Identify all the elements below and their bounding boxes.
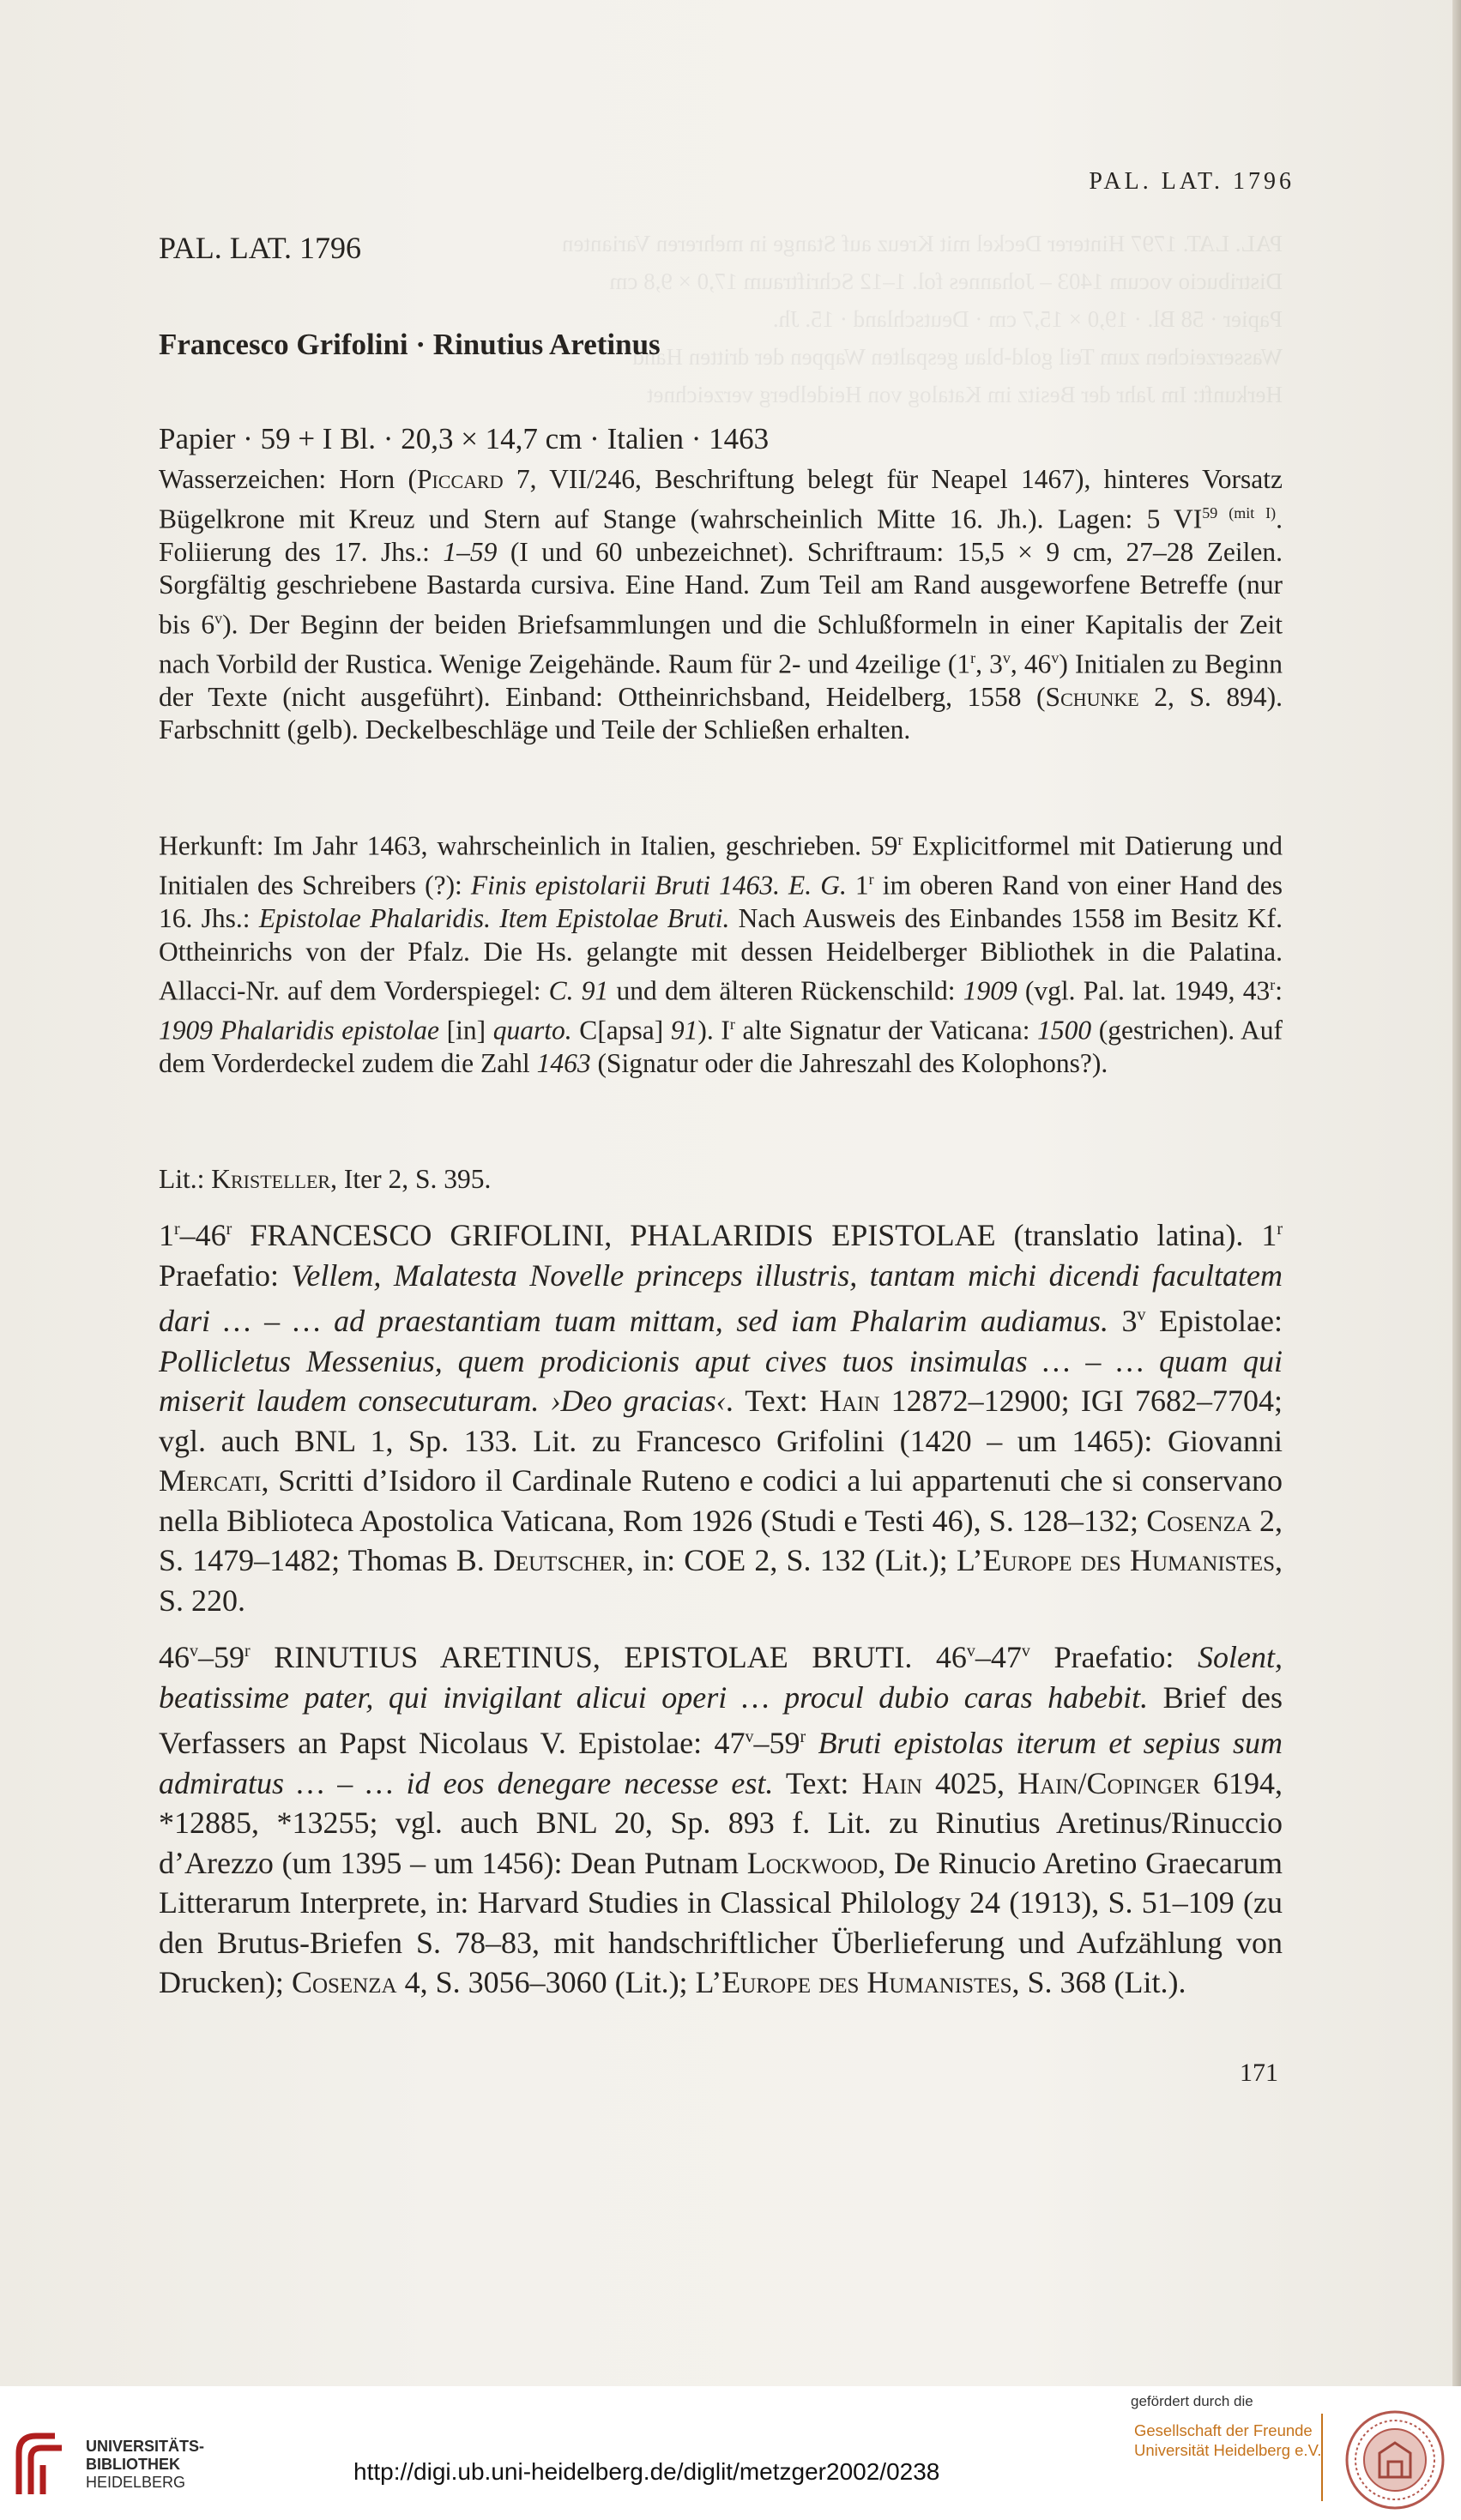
library-name: UNIVERSITÄTS- BIBLIOTHEK HEIDELBERG [86,2438,205,2491]
text-entry-grifolini: 1$^r$–46$^r$ FRANCESCO GRIFOLINI, PHALARIDIS EPISTOLAE (translatio latina). 1$^r$ Praefatio: Vellem, Malatesta Novelle princeps illustris, tantam michi dicendi facultatem dari … – … ad praestantiam tuam mittam, sed iam Phalarim audiamus. 3$^v$ Epistolae: Pollicletus Messenius, quem prodicionis aput cives tuos insimulas … – … quam qui miserit laudem consecuturam. ›Deo gracias‹. Text: Hain 12872–12900; IGI 7682–7704; vgl. auch BNL 1, Sp. 133. Lit. zu Francesco Grifolini (1420 – um 1465): Giovanni Mercati, Scritti d’Isidoro il Cardinale Ruteno e codici a lui appartenuti che si conservano nella Biblioteca Apostolica Vaticana, Rom 1926 (Studi e Testi 46), S. 128–132; Cosenza 2, S. 1479–1482; Thomas B. Deutscher, in: COE 2, S. 132 (Lit.); L’Europe des Humanistes, S. 220. [159,1218,1283,1618]
page-edge [1452,0,1461,2520]
running-head: PAL. LAT. 1796 [1089,168,1295,195]
entry-title: Francesco Grifolini · Rinutius Aretinus [159,328,661,361]
page-number: 171 [1240,2059,1278,2087]
society-name: Gesellschaft der Freunde Universität Heidelberg e.V. [1134,2421,1322,2459]
provenance-paragraph: Herkunft: Im Jahr 1463, wahrscheinlich in Italien, geschrieben. 59$^r$ Explicitformel mit Datierung und Initialen des Schreibers (?): Finis epistolarii Bruti 1463. E. G. 1$^r$ im oberen Rand von einer Hand des 16. Jhs.: Epistolae Phalaridis. Item Epistolae Bruti. Nach Ausweis des Einbandes 1558 im Besitz Kf. Ottheinrichs von der Pfalz. Die Hs. gelangte mit dessen Heidelberger Bibliothek in die Palatina. Allacci-Nr. auf dem Vorderspiegel: C. 91 und dem älteren Rückenschild: 1909 (vgl. Pal. lat. 1949, 43$^r$: 1909 Phalaridis epistolae [in] quarto. C[apsa] 91). $I^r$ alte Signatur der Vaticana: 1500 (gestrichen). Auf dem Vorderdeckel zudem die Zahl 1463 (Signatur oder die Jahreszahl des Kolophons?). [159,830,1283,1078]
footer-bar [0,2386,1461,2520]
library-logo-icon [12,2427,72,2499]
permalink-url[interactable]: http://digi.ub.uni-heidelberg.de/diglit/metzger2002/0238 [353,2458,940,2485]
funded-by-label: gefördert durch die [1131,2393,1253,2409]
text-entry-rinutius: 46$^v$–59$^r$ RINUTIUS ARETINUS, EPISTOLAE BRUTI. 46$^v$–47$^v$ Praefatio: Solent, beatissime pater, qui invigilant alicui operi … procul dubio caras habebit. Brief des Verfassers an Papst Nicolaus V. Epistolae: 47$^v$–59$^r$ Bruti epistolas iterum et sepius sum admiratus … – … id eos denegare necesse est. Text: Hain 4025, Hain/Copinger 6194, *12885, *13255; vgl. auch BNL 20, Sp. 893 f. Lit. zu Rinutius Aretinus/Rinuccio d’Arezzo (um 1395 – um 1456): Dean Putnam Lockwood, De Rinucio Aretino Graecarum Litterarum Interprete, in: Harvard Studies in Classical Philology 24 (1913), S. 51–109 (zu den Brutus-Briefen S. 78–83, mit handschriftlicher Überlieferung und Aufzählung von Drucken); Cosenza 4, S. 3056–3060 (Lit.); L’Europe des Humanistes, S. 368 (Lit.). [159,1640,1283,1999]
physical-description: Papier · 59 + I Bl. · 20,3 × 14,7 cm · Italien · 1463 [159,422,770,455]
watermark-paragraph: Wasserzeichen: Horn (Piccard 7, VII/246, Beschriftung belegt für Neapel 1467), hinteres Vorsatz Bügelkrone mit Kreuz und Stern auf Stange (wahrscheinlich Mitte 16. Jh.). Lagen: 5 $VI^{59 (mit I)}$. Foliierung des 17. Jhs.: 1–59 (I und 60 unbezeichnet). Schriftraum: 15,5 × 9 cm, 27–28 Zeilen. Sorgfältig geschriebene Bastarda cursiva. Eine Hand. Zum Teil am Rand ausgeworfene Betreffe (nur bis 6$^v$). Der Beginn der beiden Briefsammlungen und die Schlußformeln in einer Kapitalis der Zeit nach Vorbild der Rustica. Wenige Zeigehände. Raum für 2- und 4zeilige (1$^r$, 3$^v$, 46$^v$) Initialen zu Beginn der Texte (nicht ausgeführt). Einband: Ottheinrichsband, Heidelberg, 1558 (Schunke 2, S. 894). Farbschnitt (gelb). Deckelbeschläge und Teile der Schließen erhalten. [159,464,1283,745]
shelfmark: PAL. LAT. 1796 [159,231,362,265]
university-seal-icon [1343,2408,1446,2511]
literature-line: Lit.: Kristeller, Iter 2, S. 395. [159,1164,492,1194]
divider [1321,2414,1323,2501]
